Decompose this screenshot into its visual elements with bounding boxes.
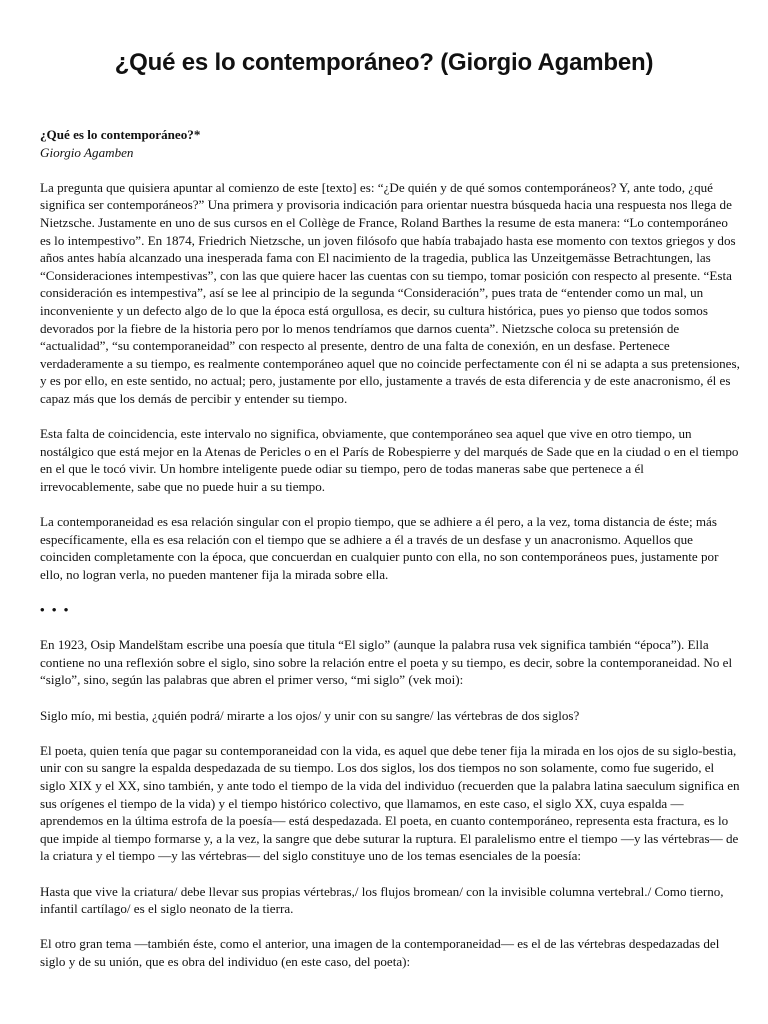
paragraph-5: El poeta, quien tenía que pagar su contemporaneidad con la vida, es aquel que debe tener fija la mirada en los ojos de su siglo-bestia, unir con su sangre la espalda despedazada de su tiempo. Los dos siglos, los dos tiempos no son solamente, como fue sugerido, el siglo XIX y el XX, sino también, y ante todo el tiempo de la vida del individuo (recuerden que la palabra latina saeculum significa en sus orígenes el tiempo de la vida) y el tiempo histórico colectivo, que llamamos, en este caso, el siglo XX, cuya espalda —aprendemos en la última estrofa de la poesía— está despedazada. El poeta, en cuanto contemporáneo, representa esta fractura, es lo que impide al tiempo formarse y, a la vez, la sangre que debe suturar la ruptura. El paralelismo entre el tiempo —y las vértebras— de la criatura y el tiempo —y las vértebras— del siglo constituye uno de los temas esenciales de la poesía:: [40, 742, 740, 864]
paragraph-2: Esta falta de coincidencia, este intervalo no significa, obviamente, que contemporáneo sea aquel que vive en otro tiempo, un nostálgico que está mejor en la Atenas de Pericles o en el París de Robespierre y del marqués de Sade que en la ciudad o en el tiempo en el que le tocó vivir. Un hombre inteligente puede odiar su tiempo, pero de todas maneras sabe que pertenece a él irrevocablemente, sabe que no puede huir a su tiempo.: [40, 426, 739, 494]
paragraph-1: La pregunta que quisiera apuntar al comienzo de este [texto] es: “¿De quién y de qué somos contemporáneos? Y, ante todo, ¿qué significa ser contemporáneos?” Una primera y provisoria indicación para orientar nuestra búsqueda hacia una respuesta nos llega de Nietzsche. Justamente en uno de sus cursos en el Collège de France, Roland Barthes la resume de esta manera: “Lo contemporáneo es lo intempestivo”. En 1874, Friedrich Nietzsche, un joven filósofo que había trabajado hasta ese momento con textos griegos y dos años antes había alcanzado una inesperada fama con El nacimiento de la tragedia, publica las Unzeitgemässe Betrachtungen, las “Consideraciones intempestivas”, con las que quiere hacer las cuentas con su tiempo, tomar posición con respecto al presente. “Esta consideración es intempestiva”, así se lee al principio de la segunda “Consideración”, pues trata de “entender como un mal, un inconveniente y un defecto algo de lo que la época está orgullosa, es decir, su cultura histórica, pues yo pienso que todos somos devorados por la fiebre de la historia pero por lo menos tendríamos que darnos cuenta”. Nietzsche coloca su pretensión de “actualidad”, “su contemporaneidad” con respecto al presente, dentro de una falta de conexión, en un desfase. Pertenece verdaderamente a su tiempo, es realmente contemporáneo aquel que no coincide perfectamente con él ni se adapta a sus pretensiones, y es por ello, en este sentido, no actual; pero, justamente por ello, justamente a través de esta diferencia y de este anacronismo, él es capaz más que los demás de percibir y entender su tiempo.: [40, 179, 740, 406]
paragraph-4: En 1923, Osip Mandelštam escribe una poesía que titula “El siglo” (aunque la palabra rusa vek significa también “época”). Ella contiene no una reflexión sobre el siglo, sino sobre la relación entre el poeta y su tiempo, es decir, sobre la contemporaneidad. No el “siglo”, sino, según las palabras que abren el primer verso, “mi siglo” (vek moi):: [40, 637, 733, 688]
poem-verse-2: Hasta que vive la criatura/ debe llevar sus propias vértebras,/ los flujos bromean/ con la invisible columna vertebral./ Como tierno, infantil cartílago/ es el siglo neonato de la tierra.: [40, 883, 724, 917]
article-author: Giorgio Agamben: [40, 144, 134, 160]
poem-verse-1: Siglo mío, mi bestia, ¿quién podrá/ mirarte a los ojos/ y unir con su sangre/ las vértebras de dos siglos?: [40, 707, 580, 723]
paragraph-6: El otro gran tema —también éste, como el anterior, una imagen de la contemporaneidad— es el de las vértebras despedazadas del siglo y de su unión, que es obra del individuo (en este caso, del poeta):: [40, 936, 720, 969]
article-heading: ¿Qué es lo contemporáneo?*: [40, 127, 201, 142]
section-separator: • • •: [40, 602, 71, 618]
page-title: ¿Qué es lo contemporáneo? (Giorgio Agamben): [114, 49, 654, 76]
document-body: [40, 126, 740, 988]
paragraph-3: La contemporaneidad es esa relación singular con el propio tiempo, que se adhiere a él pero, a la vez, toma distancia de éste; más específicamente, ella es esa relación con el tiempo que se adhiere a él a través de un desfase y un anacronismo. Aquellos que coinciden completamente con la época, que concuerdan en cualquier punto con ella, no son contemporáneos pues, justamente por ello, no logran verla, no pueden mantener fija la mirada sobre ella.: [40, 514, 719, 582]
